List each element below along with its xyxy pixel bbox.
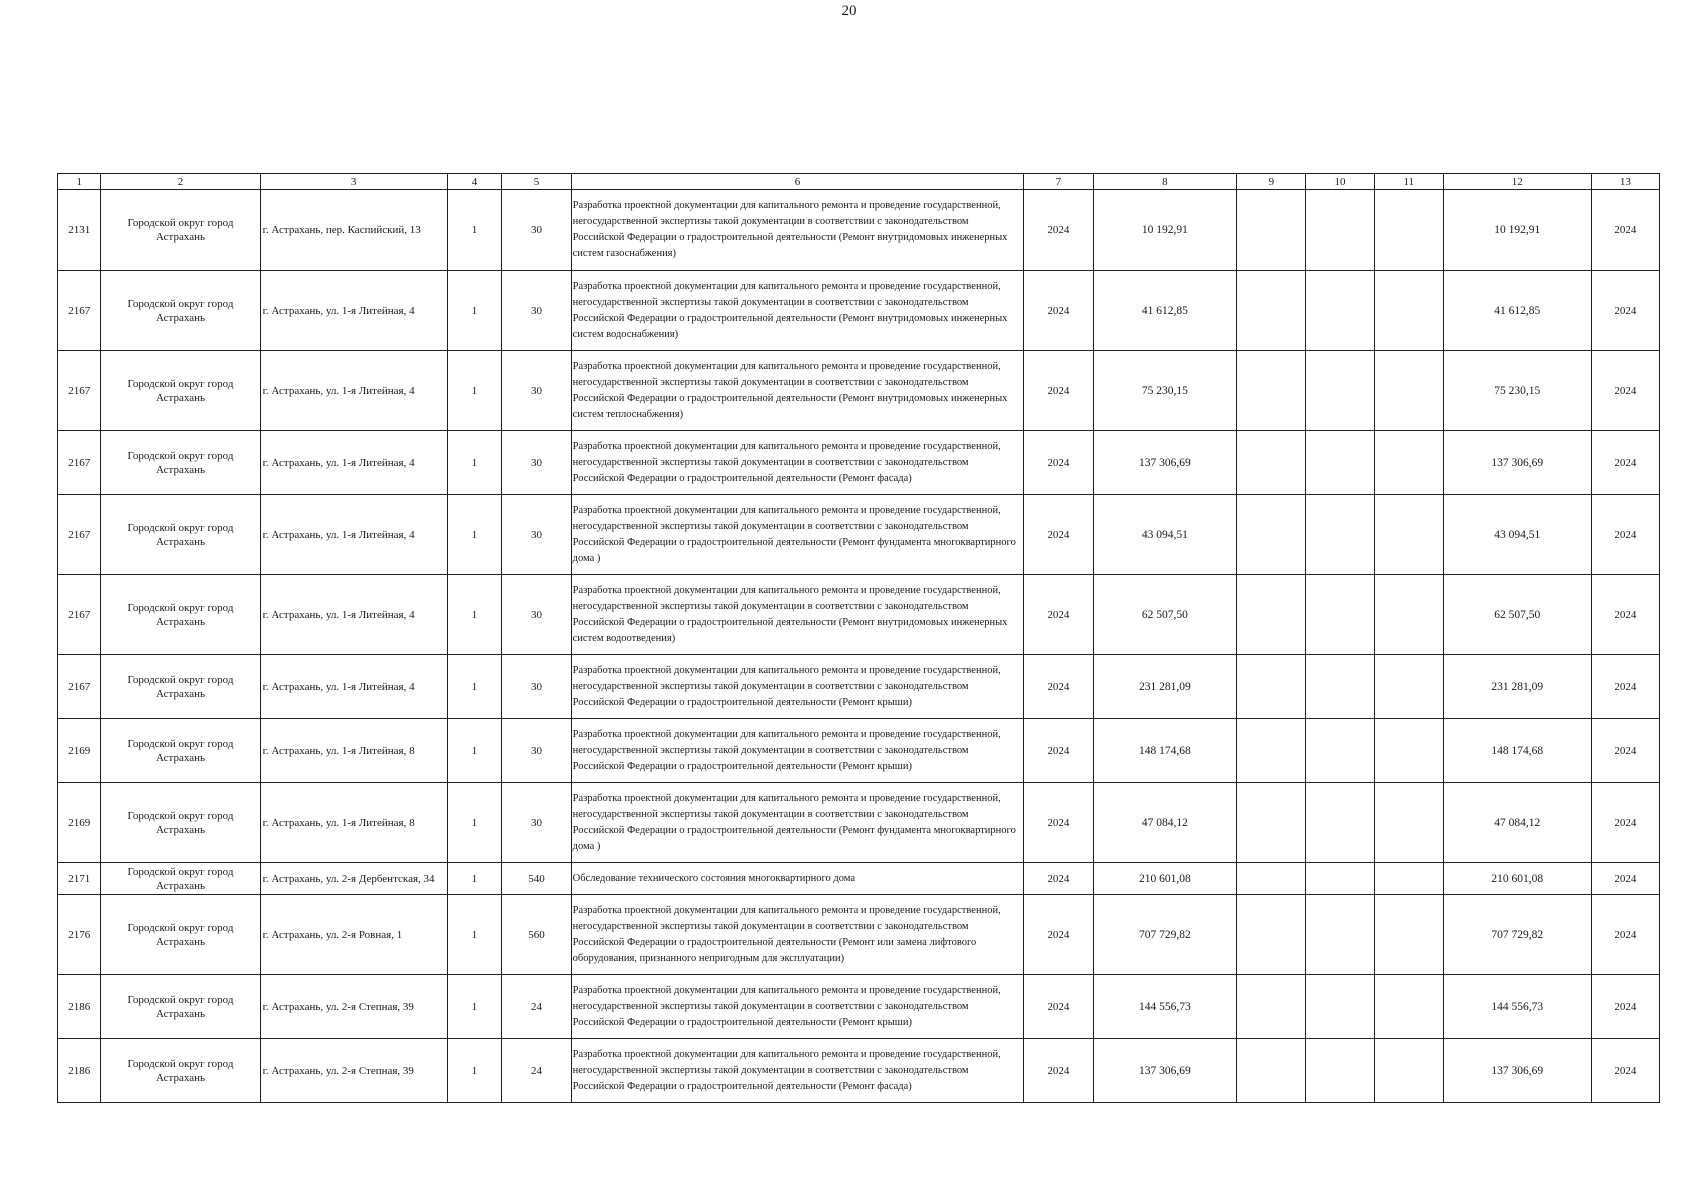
column-header: 13: [1591, 174, 1659, 190]
year-cell: 2024: [1024, 975, 1093, 1039]
column-header: 7: [1024, 174, 1093, 190]
cost-cell: 137 306,69: [1093, 431, 1237, 495]
year-cell: 2024: [1024, 1039, 1093, 1103]
column-11-cell: [1374, 783, 1443, 863]
completion-year-cell: 2024: [1591, 1039, 1659, 1103]
row-number-cell: 2169: [58, 783, 101, 863]
year-cell: 2024: [1024, 655, 1093, 719]
column-11-cell: [1374, 975, 1443, 1039]
total-cost-cell: 47 084,12: [1443, 783, 1591, 863]
cost-cell: 75 230,15: [1093, 351, 1237, 431]
total-cost-cell: 144 556,73: [1443, 975, 1591, 1039]
column-4-cell: 1: [447, 863, 502, 895]
column-9-cell: [1237, 783, 1306, 863]
column-10-cell: [1306, 271, 1374, 351]
row-number-cell: 2186: [58, 1039, 101, 1103]
municipality-cell: Городской округ город Астрахань: [101, 655, 260, 719]
address-cell: г. Астрахань, ул. 2-я Дербентская, 34: [260, 863, 447, 895]
municipality-cell: Городской округ город Астрахань: [101, 895, 260, 975]
address-cell: г. Астрахань, ул. 1-я Литейная, 4: [260, 431, 447, 495]
work-description-cell: Обследование технического состояния многоквартирного дома: [571, 863, 1024, 895]
column-11-cell: [1374, 895, 1443, 975]
completion-year-cell: 2024: [1591, 351, 1659, 431]
column-4-cell: 1: [447, 1039, 502, 1103]
column-10-cell: [1306, 351, 1374, 431]
completion-year-cell: 2024: [1591, 783, 1659, 863]
table-row: [58, 575, 1660, 655]
year-cell: 2024: [1024, 783, 1093, 863]
column-10-cell: [1306, 431, 1374, 495]
municipality-cell: Городской округ город Астрахань: [101, 495, 260, 575]
column-9-cell: [1237, 655, 1306, 719]
column-4-cell: 1: [447, 575, 502, 655]
column-9-cell: [1237, 895, 1306, 975]
column-4-cell: 1: [447, 271, 502, 351]
column-11-cell: [1374, 431, 1443, 495]
total-cost-cell: 707 729,82: [1443, 895, 1591, 975]
column-header: 1: [58, 174, 101, 190]
address-cell: г. Астрахань, ул. 1-я Литейная, 4: [260, 655, 447, 719]
column-9-cell: [1237, 719, 1306, 783]
total-cost-cell: 10 192,91: [1443, 190, 1591, 271]
column-header: 4: [447, 174, 502, 190]
cost-cell: 231 281,09: [1093, 655, 1237, 719]
column-header: 12: [1443, 174, 1591, 190]
column-5-cell: 30: [502, 431, 571, 495]
row-number-cell: 2167: [58, 351, 101, 431]
row-number-cell: 2169: [58, 719, 101, 783]
table-row: [58, 431, 1660, 495]
completion-year-cell: 2024: [1591, 495, 1659, 575]
completion-year-cell: 2024: [1591, 719, 1659, 783]
cost-cell: 137 306,69: [1093, 1039, 1237, 1103]
column-5-cell: 540: [502, 863, 571, 895]
table-row: [58, 190, 1660, 271]
total-cost-cell: 231 281,09: [1443, 655, 1591, 719]
total-cost-cell: 148 174,68: [1443, 719, 1591, 783]
address-cell: г. Астрахань, ул. 1-я Литейная, 8: [260, 719, 447, 783]
completion-year-cell: 2024: [1591, 190, 1659, 271]
municipality-cell: Городской округ город Астрахань: [101, 271, 260, 351]
work-description-cell: Разработка проектной документации для капитального ремонта и проведение государственной, негосударственной экспертизы такой документации в соответствии с законодательством Российской Федерации о градостроительной деятельности (Ремонт фасада): [571, 1039, 1024, 1103]
work-description-cell: Разработка проектной документации для капитального ремонта и проведение государственной, негосударственной экспертизы такой документации в соответствии с законодательством Российской Федерации о градостроительной деятельности (Ремонт фасада): [571, 431, 1024, 495]
row-number-cell: 2167: [58, 575, 101, 655]
address-cell: г. Астрахань, ул. 2-я Степная, 39: [260, 1039, 447, 1103]
column-5-cell: 30: [502, 783, 571, 863]
total-cost-cell: 137 306,69: [1443, 431, 1591, 495]
municipality-cell: Городской округ город Астрахань: [101, 351, 260, 431]
column-10-cell: [1306, 783, 1374, 863]
municipality-cell: Городской округ город Астрахань: [101, 575, 260, 655]
total-cost-cell: 137 306,69: [1443, 1039, 1591, 1103]
column-10-cell: [1306, 975, 1374, 1039]
column-4-cell: 1: [447, 655, 502, 719]
year-cell: 2024: [1024, 495, 1093, 575]
column-number-row: [58, 174, 1660, 190]
column-4-cell: 1: [447, 190, 502, 271]
completion-year-cell: 2024: [1591, 271, 1659, 351]
column-5-cell: 30: [502, 575, 571, 655]
year-cell: 2024: [1024, 190, 1093, 271]
table-row: [58, 1039, 1660, 1103]
cost-cell: 47 084,12: [1093, 783, 1237, 863]
row-number-cell: 2176: [58, 895, 101, 975]
total-cost-cell: 43 094,51: [1443, 495, 1591, 575]
completion-year-cell: 2024: [1591, 863, 1659, 895]
column-4-cell: 1: [447, 783, 502, 863]
column-header: 5: [502, 174, 571, 190]
cost-cell: 10 192,91: [1093, 190, 1237, 271]
work-description-cell: Разработка проектной документации для капитального ремонта и проведение государственной, негосударственной экспертизы такой документации в соответствии с законодательством Российской Федерации о градостроительной деятельности (Ремонт внутридомовых инженерных систем газоснабжения): [571, 190, 1024, 271]
municipality-cell: Городской округ город Астрахань: [101, 863, 260, 895]
address-cell: г. Астрахань, ул. 1-я Литейная, 4: [260, 495, 447, 575]
column-10-cell: [1306, 495, 1374, 575]
table-row: [58, 495, 1660, 575]
column-10-cell: [1306, 190, 1374, 271]
column-5-cell: 30: [502, 351, 571, 431]
capital-repair-table: [57, 173, 1660, 1103]
column-5-cell: 30: [502, 190, 571, 271]
row-number-cell: 2167: [58, 495, 101, 575]
table-row: [58, 783, 1660, 863]
column-11-cell: [1374, 271, 1443, 351]
row-number-cell: 2171: [58, 863, 101, 895]
column-9-cell: [1237, 1039, 1306, 1103]
column-4-cell: 1: [447, 719, 502, 783]
row-number-cell: 2131: [58, 190, 101, 271]
completion-year-cell: 2024: [1591, 895, 1659, 975]
cost-cell: 210 601,08: [1093, 863, 1237, 895]
column-5-cell: 30: [502, 271, 571, 351]
year-cell: 2024: [1024, 863, 1093, 895]
column-10-cell: [1306, 719, 1374, 783]
column-10-cell: [1306, 895, 1374, 975]
cost-cell: 62 507,50: [1093, 575, 1237, 655]
row-number-cell: 2186: [58, 975, 101, 1039]
column-9-cell: [1237, 351, 1306, 431]
work-description-cell: Разработка проектной документации для капитального ремонта и проведение государственной, негосударственной экспертизы такой документации в соответствии с законодательством Российской Федерации о градостроительной деятельности (Ремонт крыши): [571, 655, 1024, 719]
table-row: [58, 719, 1660, 783]
work-description-cell: Разработка проектной документации для капитального ремонта и проведение государственной, негосударственной экспертизы такой документации в соответствии с законодательством Российской Федерации о градостроительной деятельности (Ремонт крыши): [571, 719, 1024, 783]
column-5-cell: 30: [502, 495, 571, 575]
municipality-cell: Городской округ город Астрахань: [101, 719, 260, 783]
year-cell: 2024: [1024, 271, 1093, 351]
table-row: [58, 863, 1660, 895]
work-description-cell: Разработка проектной документации для капитального ремонта и проведение государственной, негосударственной экспертизы такой документации в соответствии с законодательством Российской Федерации о градостроительной деятельности (Ремонт внутридомовых инженерных систем водоснабжения): [571, 271, 1024, 351]
municipality-cell: Городской округ город Астрахань: [101, 1039, 260, 1103]
work-description-cell: Разработка проектной документации для капитального ремонта и проведение государственной, негосударственной экспертизы такой документации в соответствии с законодательством Российской Федерации о градостроительной деятельности (Ремонт фундамента многоквартирного дома ): [571, 495, 1024, 575]
address-cell: г. Астрахань, ул. 1-я Литейная, 4: [260, 575, 447, 655]
column-header: 9: [1237, 174, 1306, 190]
column-header: 11: [1374, 174, 1443, 190]
column-11-cell: [1374, 351, 1443, 431]
total-cost-cell: 41 612,85: [1443, 271, 1591, 351]
column-11-cell: [1374, 655, 1443, 719]
total-cost-cell: 62 507,50: [1443, 575, 1591, 655]
year-cell: 2024: [1024, 719, 1093, 783]
column-10-cell: [1306, 655, 1374, 719]
row-number-cell: 2167: [58, 431, 101, 495]
column-11-cell: [1374, 719, 1443, 783]
column-4-cell: 1: [447, 431, 502, 495]
municipality-cell: Городской округ город Астрахань: [101, 431, 260, 495]
year-cell: 2024: [1024, 895, 1093, 975]
table-row: [58, 975, 1660, 1039]
table-row: [58, 655, 1660, 719]
column-4-cell: 1: [447, 351, 502, 431]
column-header: 6: [571, 174, 1024, 190]
column-4-cell: 1: [447, 495, 502, 575]
table-row: [58, 895, 1660, 975]
column-11-cell: [1374, 495, 1443, 575]
work-description-cell: Разработка проектной документации для капитального ремонта и проведение государственной, негосударственной экспертизы такой документации в соответствии с законодательством Российской Федерации о градостроительной деятельности (Ремонт внутридомовых инженерных систем водоотведения): [571, 575, 1024, 655]
column-4-cell: 1: [447, 895, 502, 975]
work-description-cell: Разработка проектной документации для капитального ремонта и проведение государственной, негосударственной экспертизы такой документации в соответствии с законодательством Российской Федерации о градостроительной деятельности (Ремонт или замена лифтового оборудования, признанного непригодным для эксплуатации): [571, 895, 1024, 975]
municipality-cell: Городской округ город Астрахань: [101, 783, 260, 863]
address-cell: г. Астрахань, пер. Каспийский, 13: [260, 190, 447, 271]
municipality-cell: Городской округ город Астрахань: [101, 190, 260, 271]
completion-year-cell: 2024: [1591, 975, 1659, 1039]
column-11-cell: [1374, 575, 1443, 655]
cost-cell: 148 174,68: [1093, 719, 1237, 783]
completion-year-cell: 2024: [1591, 575, 1659, 655]
column-header: 2: [101, 174, 260, 190]
column-9-cell: [1237, 190, 1306, 271]
column-10-cell: [1306, 575, 1374, 655]
cost-cell: 707 729,82: [1093, 895, 1237, 975]
work-description-cell: Разработка проектной документации для капитального ремонта и проведение государственной, негосударственной экспертизы такой документации в соответствии с законодательством Российской Федерации о градостроительной деятельности (Ремонт фундамента многоквартирного дома ): [571, 783, 1024, 863]
table-row: [58, 271, 1660, 351]
municipality-cell: Городской округ город Астрахань: [101, 975, 260, 1039]
column-11-cell: [1374, 1039, 1443, 1103]
column-9-cell: [1237, 975, 1306, 1039]
column-5-cell: 24: [502, 975, 571, 1039]
column-10-cell: [1306, 1039, 1374, 1103]
column-9-cell: [1237, 575, 1306, 655]
column-9-cell: [1237, 495, 1306, 575]
cost-cell: 144 556,73: [1093, 975, 1237, 1039]
total-cost-cell: 75 230,15: [1443, 351, 1591, 431]
column-4-cell: 1: [447, 975, 502, 1039]
year-cell: 2024: [1024, 431, 1093, 495]
year-cell: 2024: [1024, 351, 1093, 431]
column-9-cell: [1237, 431, 1306, 495]
column-10-cell: [1306, 863, 1374, 895]
address-cell: г. Астрахань, ул. 2-я Степная, 39: [260, 975, 447, 1039]
column-5-cell: 30: [502, 655, 571, 719]
column-header: 3: [260, 174, 447, 190]
address-cell: г. Астрахань, ул. 2-я Ровная, 1: [260, 895, 447, 975]
column-header: 10: [1306, 174, 1374, 190]
column-11-cell: [1374, 190, 1443, 271]
column-5-cell: 30: [502, 719, 571, 783]
column-11-cell: [1374, 863, 1443, 895]
work-description-cell: Разработка проектной документации для капитального ремонта и проведение государственной, негосударственной экспертизы такой документации в соответствии с законодательством Российской Федерации о градостроительной деятельности (Ремонт крыши): [571, 975, 1024, 1039]
column-5-cell: 560: [502, 895, 571, 975]
column-9-cell: [1237, 271, 1306, 351]
column-9-cell: [1237, 863, 1306, 895]
row-number-cell: 2167: [58, 655, 101, 719]
address-cell: г. Астрахань, ул. 1-я Литейная, 8: [260, 783, 447, 863]
address-cell: г. Астрахань, ул. 1-я Литейная, 4: [260, 351, 447, 431]
page-number: 20: [841, 3, 857, 19]
table-row: [58, 351, 1660, 431]
cost-cell: 43 094,51: [1093, 495, 1237, 575]
column-5-cell: 24: [502, 1039, 571, 1103]
year-cell: 2024: [1024, 575, 1093, 655]
completion-year-cell: 2024: [1591, 655, 1659, 719]
completion-year-cell: 2024: [1591, 431, 1659, 495]
row-number-cell: 2167: [58, 271, 101, 351]
address-cell: г. Астрахань, ул. 1-я Литейная, 4: [260, 271, 447, 351]
table-body: [58, 190, 1660, 1103]
column-header: 8: [1093, 174, 1237, 190]
total-cost-cell: 210 601,08: [1443, 863, 1591, 895]
work-description-cell: Разработка проектной документации для капитального ремонта и проведение государственной, негосударственной экспертизы такой документации в соответствии с законодательством Российской Федерации о градостроительной деятельности (Ремонт внутридомовых инженерных систем теплоснабжения): [571, 351, 1024, 431]
cost-cell: 41 612,85: [1093, 271, 1237, 351]
